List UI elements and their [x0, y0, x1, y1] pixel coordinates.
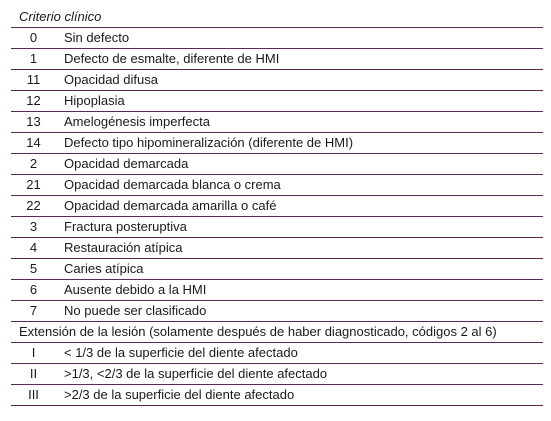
- table-row: [11, 70, 543, 91]
- table-row: [11, 343, 543, 364]
- criterion-code: 22: [11, 196, 56, 217]
- table-row: [11, 28, 543, 49]
- table-row: [11, 259, 543, 280]
- criterion-code: 14: [11, 133, 56, 154]
- table-header-row: [11, 7, 543, 28]
- table-row: [11, 175, 543, 196]
- criterion-code: 7: [11, 301, 56, 322]
- criterion-code: 1: [11, 49, 56, 70]
- table-row: [11, 196, 543, 217]
- table-row: [11, 154, 543, 175]
- table-row: [11, 301, 543, 322]
- extension-title: Extensión de la lesión (solamente después de haber diagnosticado, códigos 2 al 6): [11, 322, 543, 343]
- table-row: [11, 133, 543, 154]
- extension-code: I: [11, 343, 56, 364]
- criterion-description: Hipoplasia: [56, 91, 543, 112]
- criterion-description: Sin defecto: [56, 28, 543, 49]
- table-row: [11, 91, 543, 112]
- criterion-description: Caries atípica: [56, 259, 543, 280]
- extension-code: III: [11, 385, 56, 406]
- extension-description: >2/3 de la superficie del diente afectado: [56, 385, 543, 406]
- criterion-description: Amelogénesis imperfecta: [56, 112, 543, 133]
- extension-code: II: [11, 364, 56, 385]
- extension-description: >1/3, <2/3 de la superficie del diente afectado: [56, 364, 543, 385]
- table-title: Criterio clínico: [11, 7, 543, 28]
- criterion-description: Ausente debido a la HMI: [56, 280, 543, 301]
- criterion-code: 0: [11, 28, 56, 49]
- table-row: [11, 280, 543, 301]
- criterion-description: Opacidad demarcada amarilla o café: [56, 196, 543, 217]
- table-row: [11, 238, 543, 259]
- table-row: [11, 49, 543, 70]
- criterion-description: Opacidad demarcada blanca o crema: [56, 175, 543, 196]
- criterion-code: 12: [11, 91, 56, 112]
- criterion-code: 11: [11, 70, 56, 91]
- table-row: [11, 217, 543, 238]
- extension-description: < 1/3 de la superficie del diente afectado: [56, 343, 543, 364]
- criterion-description: Fractura posteruptiva: [56, 217, 543, 238]
- criterion-description: Restauración atípica: [56, 238, 543, 259]
- table-row: [11, 112, 543, 133]
- table-row: [11, 364, 543, 385]
- criterion-description: No puede ser clasificado: [56, 301, 543, 322]
- extension-section-header: [11, 322, 543, 343]
- criterion-description: Defecto de esmalte, diferente de HMI: [56, 49, 543, 70]
- criterion-code: 5: [11, 259, 56, 280]
- criterion-description: Opacidad difusa: [56, 70, 543, 91]
- criterion-code: 21: [11, 175, 56, 196]
- criterion-description: Defecto tipo hipomineralización (diferente de HMI): [56, 133, 543, 154]
- criterion-code: 6: [11, 280, 56, 301]
- criterion-description: Opacidad demarcada: [56, 154, 543, 175]
- criterion-code: 3: [11, 217, 56, 238]
- criterion-code: 13: [11, 112, 56, 133]
- table-row: [11, 385, 543, 406]
- criterion-code: 2: [11, 154, 56, 175]
- criteria-table: [11, 7, 543, 406]
- criterion-code: 4: [11, 238, 56, 259]
